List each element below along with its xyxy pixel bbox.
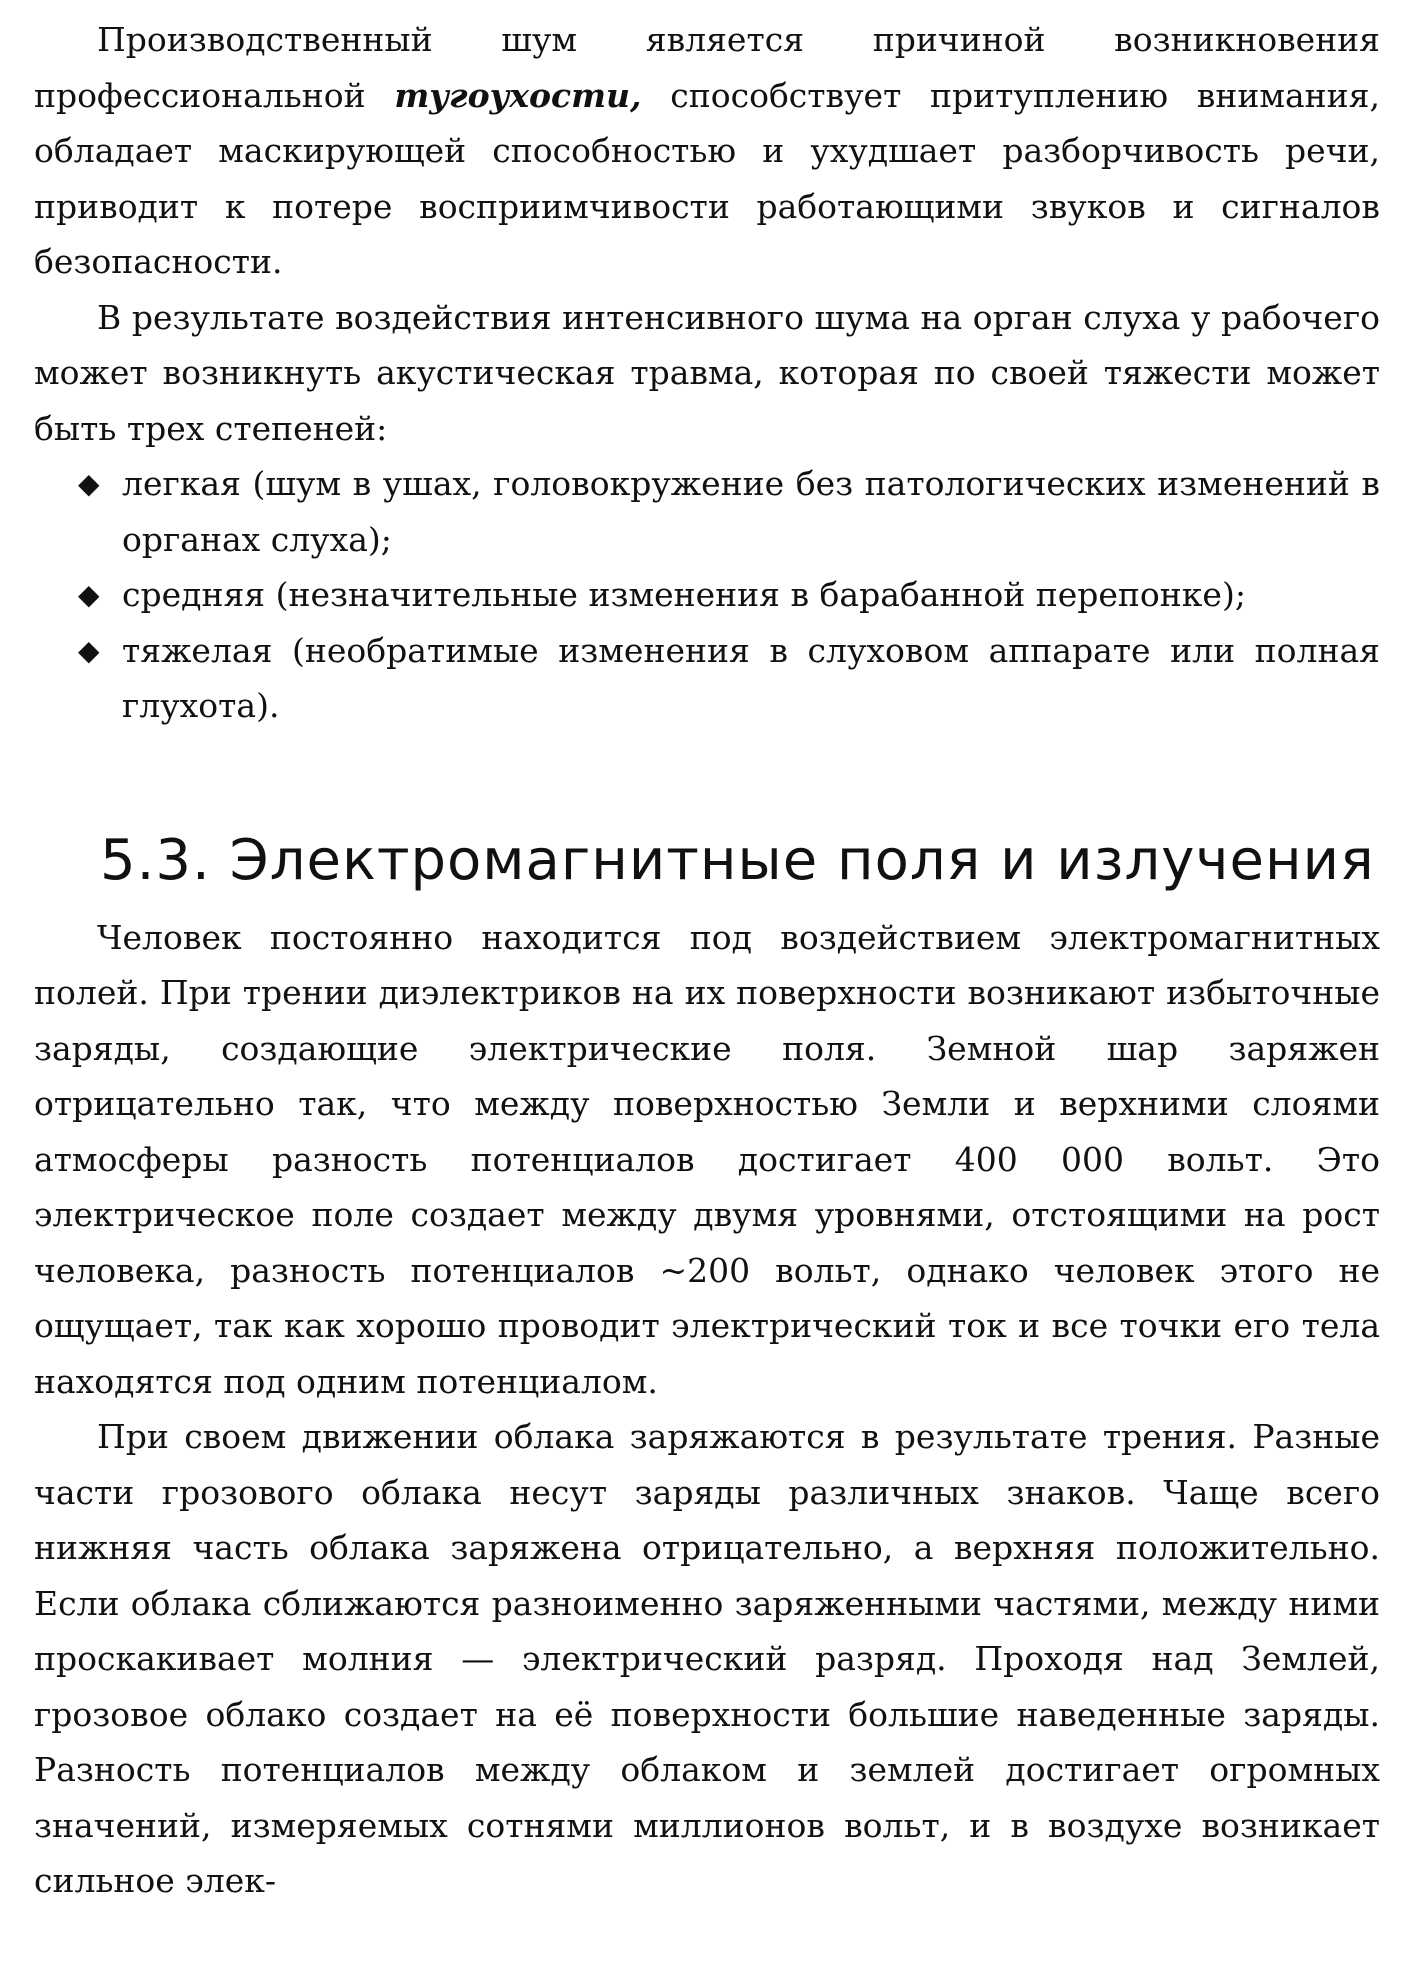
list-item-moderate <box>78 567 1380 623</box>
section-heading: 5.3. Электромагнитные поля и излучения <box>100 827 1375 893</box>
paragraph-thunderclouds: При своем движении облака заряжаются в результате трения. Разные части грозового облака несут заряды различных знаков. Чаще всего нижняя часть облака заряжена отрицательно, а верхняя положительно. Если облака сближаются разноименно заряженными частями, между ними проскакивает молния — электрический разряд. Проходя над Землей, грозовое облако создает на её поверхности большие наведенные заряды. Разность потенциалов между облаком и землей достигает огромных значений, измеряемых сотнями миллионов вольт, и в воздухе возникает сильное элек- <box>34 1417 1380 1900</box>
list-item-severe <box>78 623 1380 734</box>
list-item-text: легкая (шум в ушах, головокружение без патологических изменений в органах слуха); <box>122 464 1380 559</box>
paragraph-em-fields: Человек постоянно находится под воздействием электромагнитных полей. При трении диэлектриков на их поверхности возникают избыточные заряды, создающие электрические поля. Земной шар заряжен отрицательно так, что между поверхностью Земли и верхними слоями атмосферы разность потенциалов достигает 400 000 вольт. Это электрическое поле создает между двумя уровнями, отстоящими на рост человека, разность потенциалов ~200 вольт, однако человек этого не ощущает, так как хорошо проводит электрический ток и все точки его тела находятся под одним потенциалом. <box>34 917 1380 1401</box>
trauma-degree-list <box>34 456 1380 734</box>
list-item-text: средняя (незначительные изменения в барабанной перепонке); <box>122 575 1246 614</box>
paragraph-acoustic-trauma: В результате воздействия интенсивного шума на орган слуха у рабочего может возникнуть акустическая травма, которая по своей тяжести может быть трех степеней: <box>34 297 1380 448</box>
paragraph-noise-effects <box>34 12 1380 290</box>
diamond-bullet-icon: ◆ <box>78 633 100 667</box>
diamond-bullet-icon: ◆ <box>78 578 100 611</box>
term-hearing-loss: тугоухости, <box>394 75 642 115</box>
paragraph-noise-effects-start: Производственный шум является причиной возникновения профессиональной <box>34 20 1380 115</box>
diamond-bullet-icon: ◆ <box>78 467 100 500</box>
list-item-mild <box>78 456 1380 567</box>
list-item-text: тяжелая (необратимые изменения в слуховом аппарате или полная глухота). <box>122 630 1380 725</box>
paragraph-noise-effects-end: способствует притуплению внимания, обладает маскирующей способностью и ухудшает разборчивость речи, приводит к потере восприимчивости работающими звуков и сигналов безопасности. <box>34 75 1380 281</box>
